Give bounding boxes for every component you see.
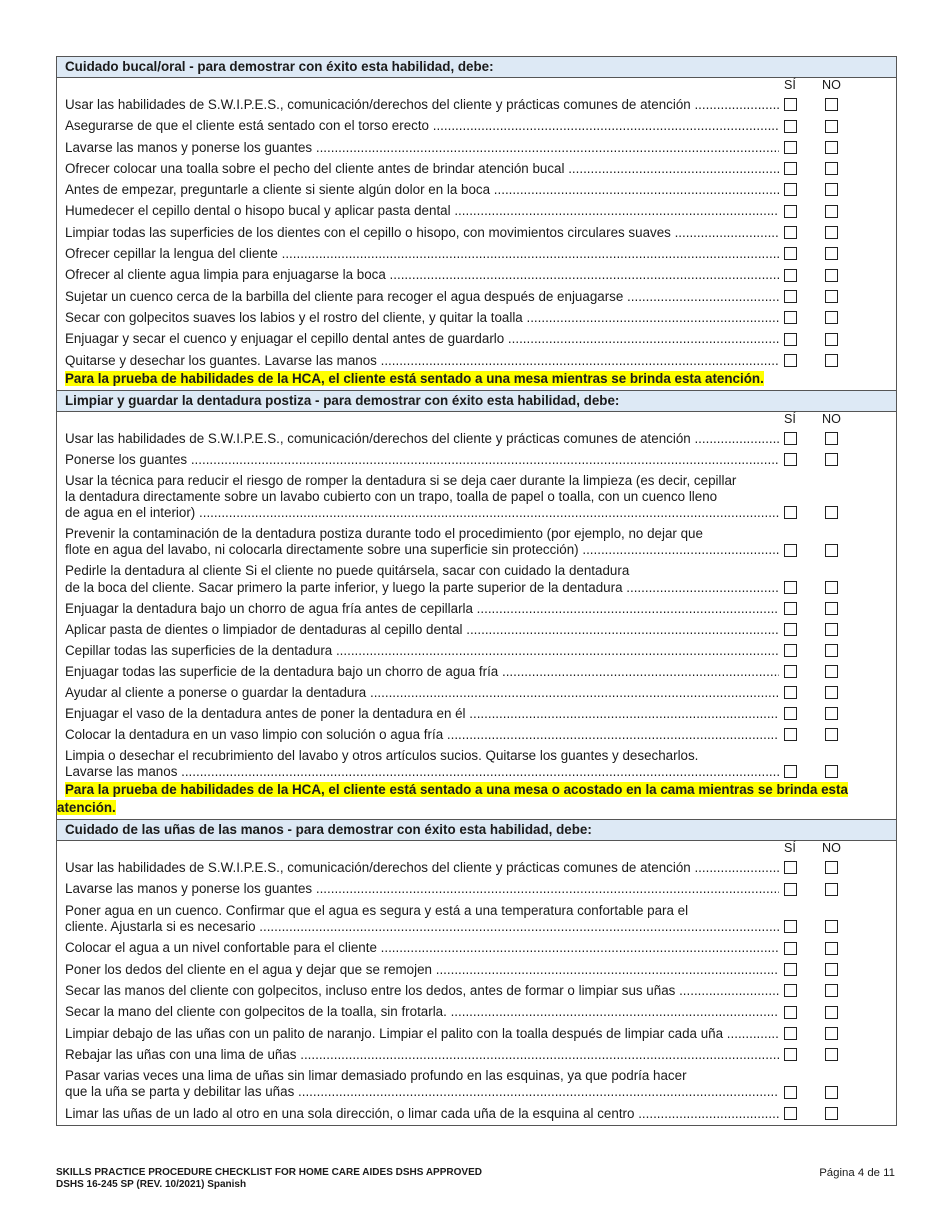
checklist-item — [57, 305, 896, 326]
yes-checkbox[interactable] — [784, 1006, 797, 1019]
no-checkbox[interactable] — [825, 1006, 838, 1019]
checklist-item-text: Lavarse las manos y ponerse los guantes ..... — [65, 881, 779, 897]
no-checkbox[interactable] — [825, 963, 838, 976]
yes-checkbox[interactable] — [784, 432, 797, 445]
checklist-item-text: flote en agua del lavabo, ni colocarla directamente sobre una superficie sin protección) ..... — [65, 542, 779, 558]
no-checkbox[interactable] — [825, 205, 838, 218]
checklist-item-text: Poner agua en un cuenco. Confirmar que el agua es segura y está a una temperatura confortable para el — [65, 902, 689, 918]
checklist-item-text: Ofrecer cepillar la lengua del cliente ..... — [65, 246, 779, 262]
no-checkbox[interactable] — [825, 98, 838, 111]
checklist-item-text: Ofrecer al cliente agua limpia para enjuagarse la boca ..... — [65, 267, 779, 283]
yes-checkbox[interactable] — [784, 623, 797, 636]
yes-checkbox[interactable] — [784, 162, 797, 175]
hca-test-note: Para la prueba de habilidades de la HCA, el cliente está sentado a una mesa mientras se brinda esta atención. — [65, 370, 764, 386]
section-title: Cuidado de las uñas de las manos - para demostrar con éxito esta habilidad, debe: — [57, 819, 896, 841]
yes-column-label: SÍ — [784, 78, 796, 92]
checklist-item — [57, 447, 896, 468]
checklist-item-text: Secar la mano del cliente con golpecitos de la toalla, sin frotarla. ..... — [65, 1004, 779, 1020]
checklist-item-text: Prevenir la contaminación de la dentadura postiza durante todo el procedimiento (por ejemplo, no dejar que — [65, 526, 703, 542]
yes-checkbox[interactable] — [784, 1086, 797, 1099]
no-checkbox[interactable] — [825, 1086, 838, 1099]
yes-checkbox[interactable] — [784, 141, 797, 154]
yes-checkbox[interactable] — [784, 98, 797, 111]
yes-checkbox[interactable] — [784, 311, 797, 324]
yes-checkbox[interactable] — [784, 1027, 797, 1040]
checklist-item — [57, 426, 896, 447]
checklist-item — [57, 855, 896, 876]
checklist-item — [57, 935, 896, 956]
checklist-item-text: Limar las uñas de un lado al otro en una sola dirección, o limar cada uña de la esquina al centro ..... — [65, 1106, 779, 1122]
no-checkbox[interactable] — [825, 269, 838, 282]
page-number: Página 4 de 11 — [819, 1167, 895, 1179]
checklist-item — [57, 559, 896, 596]
no-checkbox[interactable] — [825, 183, 838, 196]
yes-checkbox[interactable] — [784, 269, 797, 282]
yes-checkbox[interactable] — [784, 205, 797, 218]
checklist-item-text: Usar las habilidades de S.W.I.P.E.S., comunicación/derechos del cliente y prácticas comunes de atención ..... — [65, 97, 779, 113]
checklist-item-text: Enjuagar la dentadura bajo un chorro de agua fría antes de cepillarla ..... — [65, 601, 779, 617]
hca-test-note: Para la prueba de habilidades de la HCA, el cliente está sentado a una mesa o acostado en la cama mientras se brinda esta atención. — [57, 782, 848, 816]
yes-checkbox[interactable] — [784, 1107, 797, 1120]
checklist-item-text: cliente. Ajustarla si es necesario ..... — [65, 919, 779, 935]
checklist-item-text: Limpiar todas las superficies de los dientes con el cepillo o hisopo, con movimientos circulares suaves ..... — [65, 225, 779, 241]
no-checkbox[interactable] — [825, 602, 838, 615]
yes-column-label: SÍ — [784, 411, 796, 426]
yes-checkbox[interactable] — [784, 883, 797, 896]
checklist-item — [57, 722, 896, 743]
checklist-item-text: Poner los dedos del cliente en el agua y dejar que se remojen ..... — [65, 962, 779, 978]
no-checkbox[interactable] — [825, 883, 838, 896]
checklist-item — [57, 898, 896, 936]
yes-checkbox[interactable] — [784, 354, 797, 367]
no-checkbox[interactable] — [825, 506, 838, 519]
no-checkbox[interactable] — [825, 453, 838, 466]
checklist-item — [57, 198, 896, 219]
yes-checkbox[interactable] — [784, 544, 797, 557]
no-checkbox[interactable] — [825, 226, 838, 239]
yes-checkbox[interactable] — [784, 984, 797, 997]
checklist-item-text: Secar con golpecitos suaves los labios y el rostro del cliente, y quitar la toalla ..... — [65, 310, 779, 326]
yes-checkbox[interactable] — [784, 290, 797, 303]
checklist-item-text: Colocar el agua a un nivel confortable para el cliente ..... — [65, 940, 779, 956]
checklist-item — [57, 638, 896, 659]
checklist-item-text: que la uña se parta y debilitar las uñas ..... — [65, 1084, 779, 1100]
hca-note-wrapper — [57, 780, 896, 819]
checklist-item-text: de agua en el interior) ..... — [65, 505, 779, 521]
no-column-label: NO — [822, 78, 841, 92]
checklist-item — [57, 957, 896, 978]
checklist-item — [57, 743, 896, 780]
yes-column-label: SÍ — [784, 841, 796, 856]
checklist-item — [57, 262, 896, 283]
checklist-item-text: Rebajar las uñas con una lima de uñas ..... — [65, 1047, 779, 1063]
no-checkbox[interactable] — [825, 544, 838, 557]
checklist-item-text: Aplicar pasta de dientes o limpiador de dentaduras al cepillo dental ..... — [65, 622, 779, 638]
checklist-item — [57, 284, 896, 305]
checklist-item-text: Ofrecer colocar una toalla sobre el pecho del cliente antes de brindar atención bucal ..... — [65, 161, 779, 177]
checklist-item-text: Colocar la dentadura en un vaso limpio con solución o agua fría ..... — [65, 727, 779, 743]
yes-checkbox[interactable] — [784, 765, 797, 778]
checklist-item — [57, 978, 896, 999]
yes-checkbox[interactable] — [784, 728, 797, 741]
checklist-item-text: Secar las manos del cliente con golpecitos, incluso entre los dedos, antes de formar o limpiar sus uñas ..... — [65, 983, 779, 999]
page-footer — [56, 1167, 895, 1191]
checklist-item-text: Enjuagar y secar el cuenco y enjuagar el cepillo dental antes de guardarlo ..... — [65, 331, 779, 347]
no-checkbox[interactable] — [825, 942, 838, 955]
checklist-item — [57, 135, 896, 156]
checklist-item-text: Ayudar al cliente a ponerse o guardar la dentadura ..... — [65, 685, 779, 701]
yes-checkbox[interactable] — [784, 920, 797, 933]
checklist-item-text: Pedirle la dentadura al cliente Si el cliente no puede quitársela, sacar con cuidado la dentadura — [65, 563, 630, 579]
checklist-item-text: Limpiar debajo de las uñas con un palito de naranjo. Limpiar el palito con la toalla después de limpiar cada uña ..... — [65, 1026, 779, 1042]
checklist-item-text: Pasar varias veces una lima de uñas sin limar demasiado profundo en las esquinas, ya que podría hacer — [65, 1068, 687, 1084]
no-checkbox[interactable] — [825, 1048, 838, 1061]
yes-checkbox[interactable] — [784, 686, 797, 699]
checklist-item — [57, 1042, 896, 1063]
checklist-item — [57, 521, 896, 558]
no-checkbox[interactable] — [825, 162, 838, 175]
no-checkbox[interactable] — [825, 581, 838, 594]
checklist-item-text: Usar las habilidades de S.W.I.P.E.S., comunicación/derechos del cliente y prácticas comunes de atención ..... — [65, 431, 779, 447]
column-header — [57, 412, 896, 426]
no-checkbox[interactable] — [825, 1027, 838, 1040]
checklist-item — [57, 1063, 896, 1101]
checklist-item — [57, 617, 896, 638]
column-header — [57, 78, 896, 92]
checklist-item-text: Enjuagar todas las superficie de la dentadura bajo un chorro de agua fría ..... — [65, 664, 779, 680]
checklist-item — [57, 348, 896, 369]
no-checkbox[interactable] — [825, 623, 838, 636]
no-checkbox[interactable] — [825, 920, 838, 933]
no-checkbox[interactable] — [825, 247, 838, 260]
yes-checkbox[interactable] — [784, 963, 797, 976]
yes-checkbox[interactable] — [784, 707, 797, 720]
checklist-item — [57, 113, 896, 134]
column-header — [57, 841, 896, 855]
checklist-item — [57, 680, 896, 701]
no-checkbox[interactable] — [825, 861, 838, 874]
yes-checkbox[interactable] — [784, 453, 797, 466]
checklist-item — [57, 999, 896, 1020]
no-column-label: NO — [822, 841, 841, 856]
checklist-item — [57, 876, 896, 897]
yes-checkbox[interactable] — [784, 183, 797, 196]
checklist-item — [57, 596, 896, 617]
checklist-item — [57, 468, 896, 522]
no-checkbox[interactable] — [825, 665, 838, 678]
yes-checkbox[interactable] — [784, 602, 797, 615]
footer-form-title: SKILLS PRACTICE PROCEDURE CHECKLIST FOR HOME CARE AIDES DSHS APPROVED — [56, 1167, 482, 1178]
checklist-item — [57, 701, 896, 722]
yes-checkbox[interactable] — [784, 942, 797, 955]
hca-note-wrapper — [57, 369, 896, 390]
checklist-item-text: de la boca del cliente. Sacar primero la parte inferior, y luego la parte superior de la dentadura ..... — [65, 580, 779, 596]
checklist-item — [57, 659, 896, 680]
yes-checkbox[interactable] — [784, 333, 797, 346]
checklist-item — [57, 241, 896, 262]
no-checkbox[interactable] — [825, 120, 838, 133]
checklist-form — [56, 56, 897, 1126]
no-checkbox[interactable] — [825, 1107, 838, 1120]
checklist-item — [57, 1021, 896, 1042]
checklist-item-text: Sujetar un cuenco cerca de la barbilla del cliente para recoger el agua después de enjuagarse ..... — [65, 289, 779, 305]
checklist-item-text: Antes de empezar, preguntarle a cliente si siente algún dolor en la boca ..... — [65, 182, 779, 198]
checklist-item — [57, 326, 896, 347]
yes-checkbox[interactable] — [784, 506, 797, 519]
checklist-item-text: Lavarse las manos y ponerse los guantes ..... — [65, 140, 779, 156]
no-checkbox[interactable] — [825, 290, 838, 303]
no-checkbox[interactable] — [825, 728, 838, 741]
checklist-item-text: Cepillar todas las superficies de la dentadura ..... — [65, 643, 779, 659]
no-checkbox[interactable] — [825, 765, 838, 778]
yes-checkbox[interactable] — [784, 861, 797, 874]
section-spacer — [57, 1122, 896, 1125]
footer-form-number: DSHS 16-245 SP (REV. 10/2021) Spanish — [56, 1179, 247, 1190]
checklist-item-text: la dentadura directamente sobre un lavabo cubierto con un trapo, toalla de papel o toalla, con un cuenco lleno — [65, 488, 718, 504]
no-checkbox[interactable] — [825, 686, 838, 699]
section-title: Cuidado bucal/oral - para demostrar con éxito esta habilidad, debe: — [57, 57, 896, 78]
checklist-item — [57, 92, 896, 113]
checklist-item-text: Quitarse y desechar los guantes. Lavarse las manos ..... — [65, 353, 779, 369]
no-checkbox[interactable] — [825, 432, 838, 445]
yes-checkbox[interactable] — [784, 120, 797, 133]
checklist-item-text: Limpia o desechar el recubrimiento del lavabo y otros artículos sucios. Quitarse los guantes y desecharlos. — [65, 747, 699, 763]
checklist-item-text: Lavarse las manos ..... — [65, 764, 779, 780]
no-checkbox[interactable] — [825, 644, 838, 657]
no-checkbox[interactable] — [825, 311, 838, 324]
checklist-item-text: Usar las habilidades de S.W.I.P.E.S., comunicación/derechos del cliente y prácticas comunes de atención ..... — [65, 860, 779, 876]
no-checkbox[interactable] — [825, 141, 838, 154]
no-checkbox[interactable] — [825, 333, 838, 346]
yes-checkbox[interactable] — [784, 226, 797, 239]
checklist-item-text: Ponerse los guantes ..... — [65, 452, 779, 468]
yes-checkbox[interactable] — [784, 247, 797, 260]
yes-checkbox[interactable] — [784, 1048, 797, 1061]
checklist-item — [57, 177, 896, 198]
section-title: Limpiar y guardar la dentadura postiza - para demostrar con éxito esta habilidad, debe: — [57, 390, 896, 412]
checklist-item — [57, 1101, 896, 1122]
checklist-item-text: Usar la técnica para reducir el riesgo de romper la dentadura si se deja caer durante la limpieza (es decir, cepillar — [65, 472, 737, 488]
yes-checkbox[interactable] — [784, 665, 797, 678]
no-checkbox[interactable] — [825, 984, 838, 997]
checklist-item — [57, 156, 896, 177]
checklist-item-text: Humedecer el cepillo dental o hisopo bucal y aplicar pasta dental ..... — [65, 203, 779, 219]
yes-checkbox[interactable] — [784, 581, 797, 594]
checklist-item-text: Asegurarse de que el cliente está sentado con el torso erecto ..... — [65, 118, 779, 134]
checklist-item-text: Enjuagar el vaso de la dentadura antes de poner la dentadura en él ..... — [65, 706, 779, 722]
yes-checkbox[interactable] — [784, 644, 797, 657]
no-checkbox[interactable] — [825, 707, 838, 720]
no-column-label: NO — [822, 411, 841, 426]
checklist-item — [57, 220, 896, 241]
no-checkbox[interactable] — [825, 354, 838, 367]
